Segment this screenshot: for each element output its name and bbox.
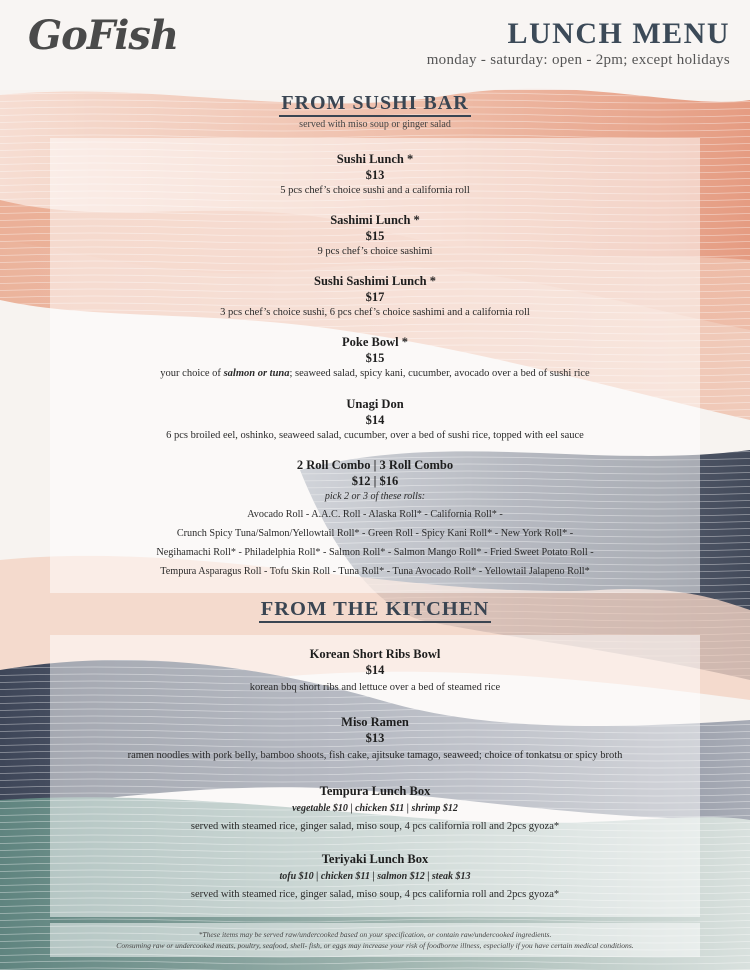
- page-title: LUNCH MENU: [507, 17, 730, 50]
- item-description: [50, 366, 700, 381]
- item-name: Unagi Don: [346, 397, 404, 411]
- item-description: 9 pcs chef’s choice sashimi: [317, 246, 433, 257]
- desc-emphasis: salmon or tuna: [223, 368, 290, 379]
- item-description: 3 pcs chef’s choice sushi, 6 pcs chef’s choice sashimi and a california roll: [220, 307, 530, 318]
- hours-text: monday - saturday: open - 2pm; except holidays: [426, 52, 730, 68]
- item-price: $14: [365, 413, 385, 427]
- item-price: $15: [365, 229, 385, 243]
- logo-text: GoFish: [28, 12, 179, 59]
- menu-item: [50, 212, 700, 259]
- roll-list-line: Negihamachi Roll* - Philadelphia Roll* - Salmon Roll* - Salmon Mango Roll* - Fried Sweet Potato Roll -: [156, 547, 594, 558]
- section-title: FROM THE KITCHEN: [259, 598, 492, 623]
- item-description: served with steamed rice, ginger salad, miso soup, 4 pcs california roll and 2pcs gyoza*: [190, 889, 560, 900]
- roll-list-line: Avocado Roll - A.A.C. Roll - Alaska Roll* - California Roll* -: [247, 509, 503, 520]
- item-description: korean bbq short ribs and lettuce over a bed of steamed rice: [249, 682, 501, 693]
- menu-item: [50, 851, 700, 902]
- item-description: 6 pcs broiled eel, oshinko, seaweed salad, cucumber, over a bed of sushi rice, topped with eel sauce: [166, 430, 584, 441]
- item-name: Miso Ramen: [341, 715, 409, 729]
- roll-list-line: Crunch Spicy Tuna/Salmon/Yellowtail Roll* - Green Roll - Spicy Kani Roll* - New York Roll* -: [176, 528, 574, 539]
- desc-prefix: your choice of: [160, 368, 224, 379]
- combo-instruction: pick 2 or 3 of these rolls:: [324, 491, 426, 502]
- menu-item: [50, 273, 700, 320]
- item-description: served with steamed rice, ginger salad, miso soup, 4 pcs california roll and 2pcs gyoza*: [190, 821, 560, 832]
- item-price: $14: [365, 663, 385, 677]
- item-name: Sushi Sashimi Lunch *: [314, 274, 436, 288]
- roll-combo-item: [50, 457, 700, 581]
- desc-suffix: ; seaweed salad, spicy kani, cucumber, avocado over a bed of sushi rice: [289, 368, 590, 379]
- item-name: Sushi Lunch *: [336, 152, 414, 166]
- disclaimer-line: *These items may be served raw/undercooked based on your specification, or contain raw/undercooked ingredients.: [198, 930, 552, 939]
- disclaimer: [50, 929, 700, 951]
- item-name: Poke Bowl *: [342, 335, 408, 349]
- menu-header: [427, 18, 730, 69]
- item-name: Korean Short Ribs Bowl: [309, 647, 441, 661]
- disclaimer-line: Consuming raw or undercooked meats, poultry, seafood, shell- fish, or eggs may increase your risk of foodborne illness, especially if you have certain medical conditions.: [116, 941, 634, 950]
- item-price: $17: [365, 290, 385, 304]
- item-description: ramen noodles with pork belly, bamboo shoots, fish cake, ajitsuke tamago, seaweed; choice of tonkatsu or spicy broth: [127, 750, 623, 761]
- menu-item: [50, 396, 700, 443]
- item-description: 5 pcs chef’s choice sushi and a california roll: [280, 185, 470, 196]
- section-subtitle: served with miso soup or ginger salad: [299, 119, 451, 130]
- item-price: $13: [365, 731, 385, 745]
- item-options: tofu $10 | chicken $11 | salmon $12 | steak $13: [279, 871, 471, 882]
- item-price: $13: [365, 168, 385, 182]
- sushi-bar-heading: [0, 92, 750, 130]
- gofish-logo: [28, 12, 179, 74]
- item-price: $15: [365, 351, 385, 365]
- menu-item: [50, 783, 700, 834]
- menu-item: [50, 151, 700, 198]
- section-title: FROM SUSHI BAR: [279, 92, 470, 117]
- menu-item: [50, 334, 700, 381]
- menu-item: [50, 646, 700, 695]
- roll-list-line: Tempura Asparagus Roll - Tofu Skin Roll - Tuna Roll* - Tuna Avocado Roll* - Yellowtail Jalapeno Roll*: [160, 566, 590, 577]
- kitchen-heading: [0, 598, 750, 623]
- item-name: Sashimi Lunch *: [330, 213, 420, 227]
- item-name: 2 Roll Combo | 3 Roll Combo: [296, 458, 454, 472]
- item-options: vegetable $10 | chicken $11 | shrimp $12: [292, 803, 458, 814]
- item-name: Tempura Lunch Box: [319, 784, 431, 798]
- menu-item: [50, 714, 700, 763]
- item-name: Teriyaki Lunch Box: [321, 852, 429, 866]
- item-price: $12 | $16: [351, 474, 399, 488]
